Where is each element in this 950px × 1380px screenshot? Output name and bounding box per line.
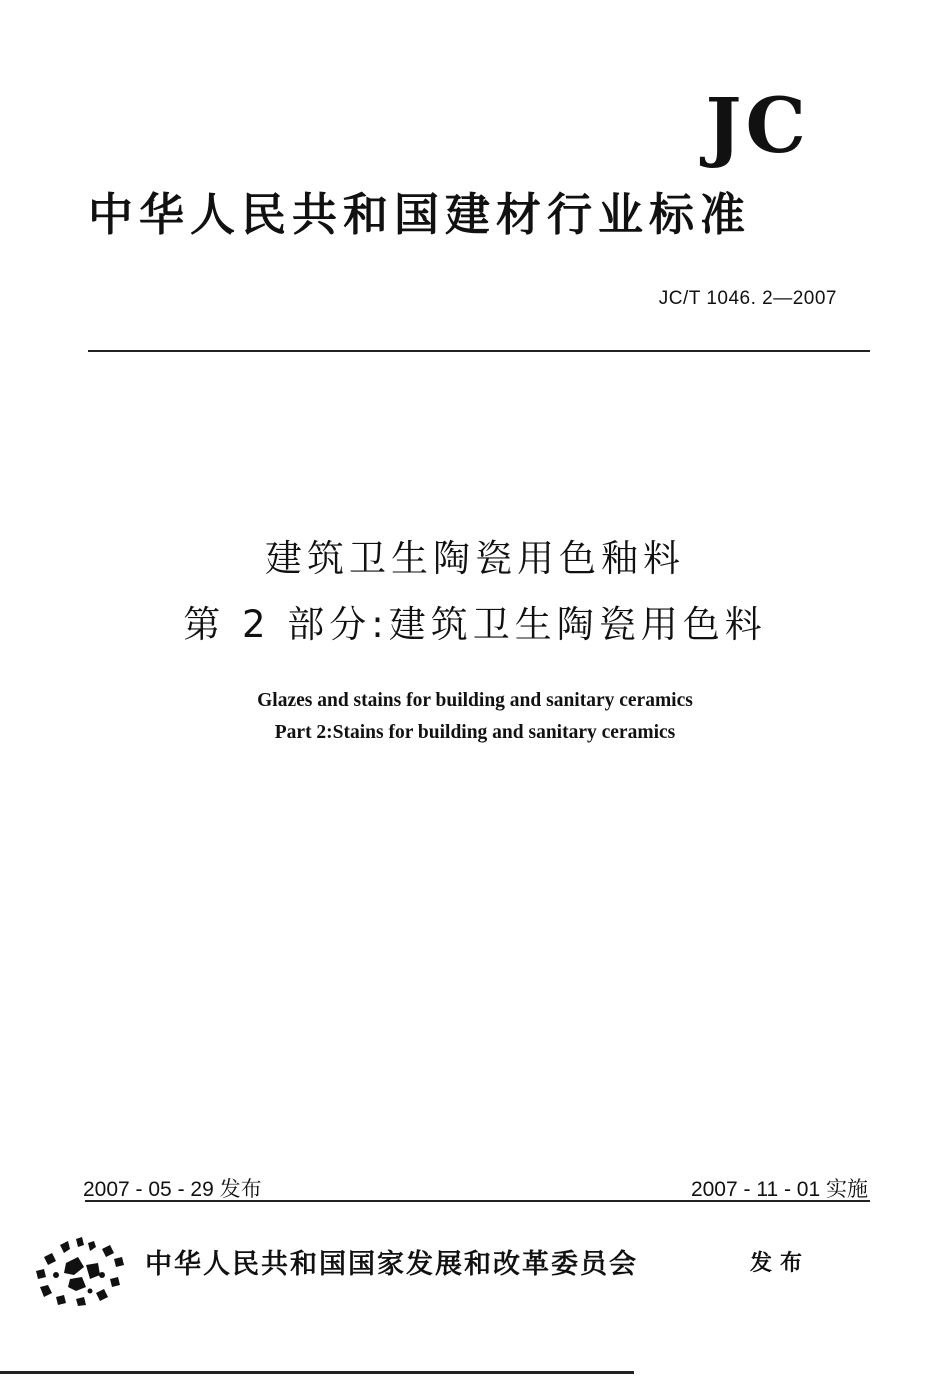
- seal-emblem-icon: [30, 1235, 130, 1307]
- jc-mark: JC: [705, 81, 810, 170]
- footer-rule: [0, 1371, 634, 1374]
- standard-number: JC/T 1046. 2—2007: [658, 288, 837, 309]
- header-divider: [88, 350, 870, 352]
- industry-standard-title: 中华人民共和国建材行业标准: [88, 188, 752, 241]
- implementation-date: 2007 - 11 - 01 实施: [690, 1178, 868, 1201]
- english-title-line-1: Glazes and stains for building and sanitary ceramics: [257, 690, 693, 711]
- issue-date: 2007 - 05 - 29 发布: [83, 1178, 262, 1201]
- issue-label: 发布: [750, 1250, 811, 1276]
- chinese-title-line-1: 建筑卫生陶瓷用色釉料: [265, 537, 685, 580]
- english-title-line-2: Part 2:Stains for building and sanitary ceramics: [274, 722, 676, 743]
- chinese-title-line-2: 第 2 部分:建筑卫生陶瓷用色料: [183, 603, 767, 646]
- dates-divider: [85, 1200, 870, 1202]
- issuing-authority: 中华人民共和国国家发展和改革委员会: [145, 1249, 638, 1280]
